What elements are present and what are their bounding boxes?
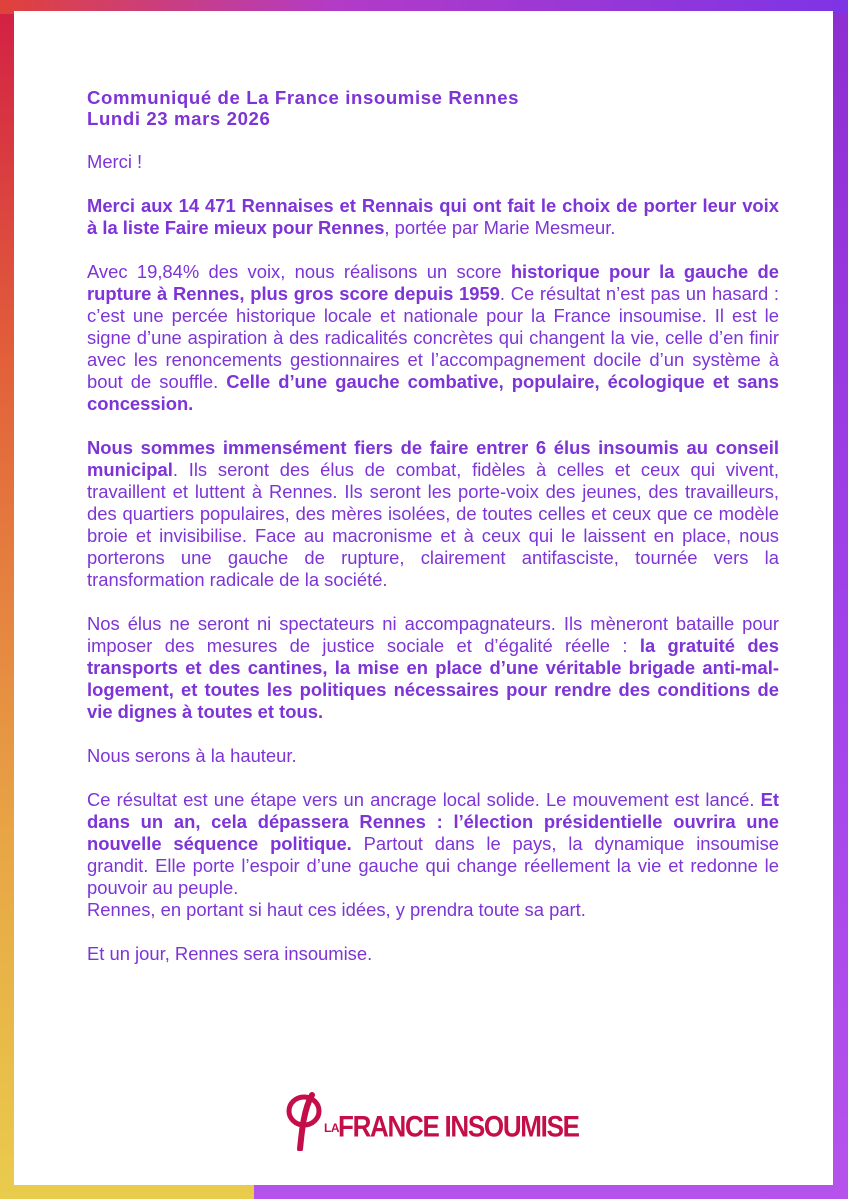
bold-text: la gratuité des transports et des cantines, la mise en place d’une véritable brigade anti-mal-logement, et toutes les politiques nécessaires pour rendre des conditions de vie dignes à toutes et tous. bbox=[87, 635, 780, 722]
logo-text: FRANCE INSOUMISE bbox=[338, 1109, 579, 1144]
phi-logo-icon bbox=[284, 1089, 332, 1151]
paragraph bbox=[87, 195, 779, 239]
paragraph bbox=[87, 789, 779, 921]
text: , portée par Marie Mesmeur. bbox=[384, 217, 616, 238]
header-date: Lundi 23 mars 2026 bbox=[87, 108, 271, 129]
text: Nos élus ne seront ni spectateurs ni accompagnateurs. Ils mèneront bataille pour imposer des mesures de justice sociale et d’égalité réelle : bbox=[87, 613, 779, 656]
lfi-logo bbox=[284, 1089, 584, 1153]
bold-text: Merci aux 14 471 Rennaises et Rennais qui ont fait le choix de porter leur voix à la liste Faire mieux pour Rennes bbox=[87, 195, 779, 238]
text: Nous serons à la hauteur. bbox=[87, 745, 297, 766]
text: . Ils seront des élus de combat, fidèles à celles et ceux qui vivent, travaillent et luttent à Rennes. Ils seront les porte-voix des jeunes, des travailleurs, des quartiers populaires, des mères isolées, de toutes celles et ceux que ce modèle broie et invisibilise. Face au macronisme et à ceux qui le laissent en place, nous porterons une gauche de rupture, clairement antifasciste, tournée vers la transformation radicale de la société. bbox=[87, 459, 779, 590]
document-page bbox=[14, 11, 833, 1185]
body-paragraphs bbox=[87, 151, 779, 965]
paragraph bbox=[87, 437, 779, 591]
logo-la-text: LA bbox=[324, 1121, 339, 1135]
text: Merci ! bbox=[87, 151, 143, 172]
paragraph bbox=[87, 943, 779, 965]
bold-text: historique pour la gauche de rupture à Rennes, plus gros score depuis 1959 bbox=[87, 261, 779, 304]
paragraph bbox=[87, 613, 779, 723]
text: Partout dans le pays, la dynamique insoumise grandit. Elle porte l’espoir d’une gauche qui change réellement la vie et redonne le pouvoir au peuple. bbox=[87, 833, 779, 898]
text: Rennes, en portant si haut ces idées, y prendra toute sa part. bbox=[87, 899, 586, 920]
bold-text: Nous sommes immensément fiers de faire entrer 6 élus insoumis au conseil municipal bbox=[87, 437, 779, 480]
bold-text: Celle d’une gauche combative, populaire, écologique et sans concession. bbox=[87, 371, 779, 414]
bold-text: Et dans un an, cela dépassera Rennes : l’élection présidentielle ouvrira une nouvelle séquence politique. bbox=[87, 789, 779, 854]
paragraph bbox=[87, 151, 779, 173]
paragraph bbox=[87, 261, 779, 415]
text: . Ce résultat n’est pas un hasard : c’est une percée historique locale et nationale pour la France insoumise. Il est le signe d’une aspiration à des radicalités concrètes qui changent la vie, celle d’en finir avec les renoncements gestionnaires et l’accompagnement docile d’un système à bout de souffle. bbox=[87, 283, 779, 392]
text: Avec 19,84% des voix, nous réalisons un score bbox=[87, 261, 511, 282]
text: Et un jour, Rennes sera insoumise. bbox=[87, 943, 373, 964]
paragraph bbox=[87, 745, 779, 767]
document-content bbox=[87, 87, 779, 965]
text: Ce résultat est une étape vers un ancrage local solide. Le mouvement est lancé. bbox=[87, 789, 761, 810]
document-header bbox=[87, 87, 779, 129]
header-title: Communiqué de La France insoumise Rennes bbox=[87, 87, 520, 108]
